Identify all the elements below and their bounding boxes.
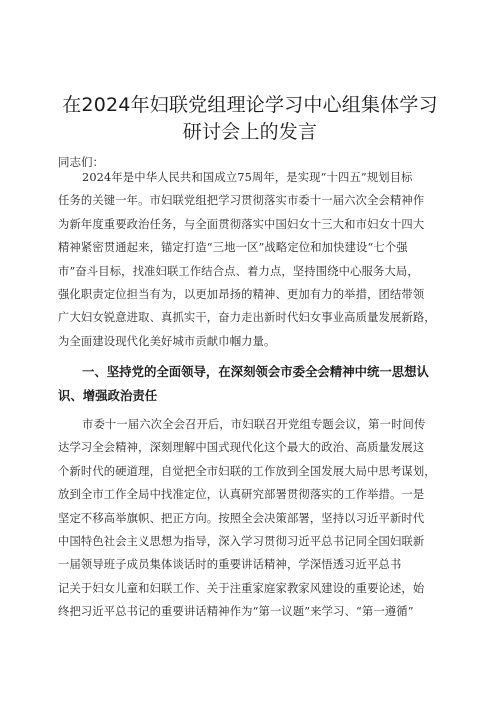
title-line-2: 研讨会上的发言 [182, 121, 318, 143]
paragraph-line: 达学习全会精神，深刻理解中国式现代化这个最大的政治、高质量发展这 [58, 441, 425, 455]
paragraph-line: 广大妇女锐意进取、真抓实干，奋力走出新时代妇女事业高质量发展新路， [58, 311, 436, 325]
salutation: 同志们： [58, 155, 104, 169]
document-title [40, 92, 460, 146]
paragraph-line: 精神紧密贯通起来，锚定打造“三地一区”战略定位和加快建设“七个强 [58, 241, 408, 255]
paragraph-line: 为新年度重要政治任务，与全面贯彻落实中国妇女十三大和市妇女十四大 [58, 217, 425, 231]
paragraph-line: 市委十一届六次全会召开后，市妇联召开党组专题会议，第一时间传 [82, 418, 426, 431]
paragraph-line: 中国特色社会主义思想为指导，深入学习贯彻习近平总书记同全国妇联新 [58, 535, 425, 549]
paragraph-line: 市”奋斗目标，找准妇联工作结合点、着力点，坚持围绕中心服务大局， [58, 264, 419, 278]
paragraph-line: 强化职责定位担当有为，以更加昂扬的精神、更加有力的举措，团结带领 [58, 288, 425, 302]
paragraph-line: 记关于妇女儿童和妇联工作、关于注重家庭家教家风建设的重要论述，始 [58, 581, 425, 595]
title-line-1: 在2024年妇联党组理论学习中心组集体学习 [62, 94, 438, 116]
paragraph-2 [58, 413, 442, 624]
section-heading-1 [58, 360, 448, 408]
paragraph-line: 个新时代的硬道理，自觉把全市妇联的工作放到全国发展大局中思考谋划， [58, 464, 436, 478]
paragraph-line: 任务的关键一年。市妇联党组把学习贯彻落实市委十一届六次全会精神作 [58, 194, 425, 208]
paragraph-1 [58, 166, 442, 353]
paragraph-line: 为全面建设现代化美好城市贡献巾帼力量。 [58, 334, 276, 348]
paragraph-line: 一届领导班子成员集体谈话时的重要讲话精神，学深悟透习近平总书 [58, 558, 402, 572]
heading-line: 一、坚持党的全面领导，在深刻领会市委全会精神中统一思想认 [82, 364, 429, 379]
paragraph-line: 2024年是中华人民共和国成立75周年，是实现“十四五”规划目标 [82, 171, 413, 184]
paragraph-line: 坚定不移高举旗帜、把正方向。按照全会决策部署，坚持以习近平新时代 [58, 511, 425, 525]
paragraph-line: 终把习近平总书记的重要讲话精神作为“第一议题”来学习、“第一遵循” [58, 605, 414, 619]
paragraph-line: 放到全市工作全局中找准定位，认真研究部署贯彻落实的工作举措。一是 [58, 488, 425, 502]
heading-line: 识、增强政治责任 [58, 388, 158, 403]
